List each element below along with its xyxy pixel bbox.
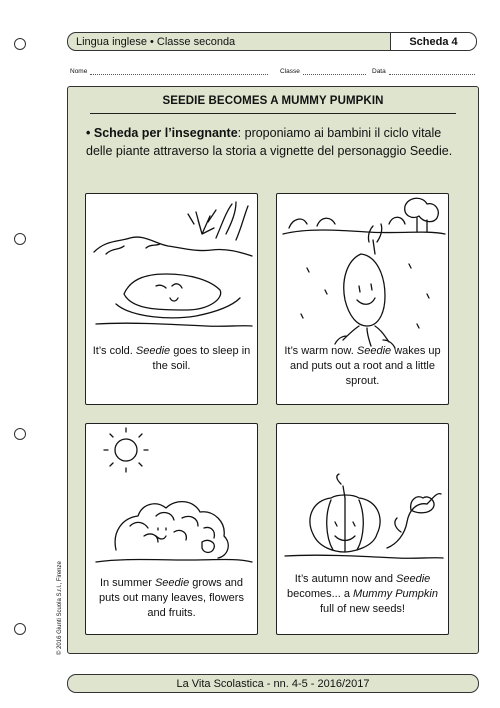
caption-text: In summer (99, 577, 155, 589)
caption-mummy-pumpkin: Mummy Pumpkin (353, 588, 438, 600)
intro-label: Scheda per l’insegnante (93, 126, 238, 140)
panel-summer-caption (90, 576, 253, 621)
panel-sprout (276, 193, 449, 405)
caption-text: grows and puts out many leaves, flowers and fruits. (99, 577, 244, 619)
footer-bar (67, 674, 479, 693)
panel-sleep-caption (90, 344, 253, 374)
date-label: Data (372, 68, 386, 75)
binder-hole-upper (14, 233, 26, 245)
caption-text: full of new seeds! (320, 603, 405, 615)
caption-seedie: Seedie (356, 345, 392, 357)
caption-text: It’s warm now. (284, 345, 357, 357)
name-field[interactable] (70, 68, 268, 75)
intro-bullet: • (86, 126, 91, 140)
caption-seedie: Seedie (154, 577, 190, 589)
teacher-intro (86, 125, 462, 160)
worksheet-frame (67, 86, 479, 654)
panel-autumn-caption (281, 572, 444, 617)
binder-hole-lower (14, 428, 26, 440)
binder-hole-bottom (14, 623, 26, 635)
caption-seedie: Seedie (396, 573, 431, 585)
caption-seedie: Seedie (135, 345, 171, 357)
copyright-notice: © 2016 Giunti Scuola S.r.l., Firenze (57, 561, 63, 655)
name-label: Nome (70, 68, 88, 75)
panel-autumn (276, 423, 449, 635)
caption-text: It’s autumn now and (294, 573, 397, 585)
caption-text: wakes up and puts out a root and a little sprout. (290, 345, 441, 387)
caption-text: It’s cold. (92, 345, 136, 357)
panel-sprout-caption (281, 344, 444, 389)
panel-sleep (85, 193, 258, 405)
subject-label: Lingua inglese • Classe seconda (76, 35, 236, 48)
name-input-line[interactable] (90, 69, 268, 75)
header-bar (67, 32, 477, 51)
class-field[interactable] (280, 68, 366, 75)
caption-text: becomes... a (286, 588, 354, 600)
worksheet-title: SEEDIE BECOMES A MUMMY PUMPKIN (162, 95, 384, 107)
class-input-line[interactable] (303, 69, 366, 75)
panel-summer (85, 423, 258, 635)
sheet-number: Scheda 4 (390, 33, 476, 50)
date-field[interactable] (372, 68, 475, 75)
binder-hole-top (14, 38, 26, 50)
footer-text: La Vita Scolastica - nn. 4-5 - 2016/2017 (176, 677, 370, 690)
date-input-line[interactable] (389, 69, 475, 75)
intro-text: : proponiamo ai bambini il ciclo vitale delle piante attraverso la storia a vignette del personaggio Seedie. (86, 126, 453, 158)
title-divider (90, 113, 456, 114)
class-label: Classe (280, 68, 300, 75)
caption-text: goes to sleep in the soil. (152, 345, 251, 372)
